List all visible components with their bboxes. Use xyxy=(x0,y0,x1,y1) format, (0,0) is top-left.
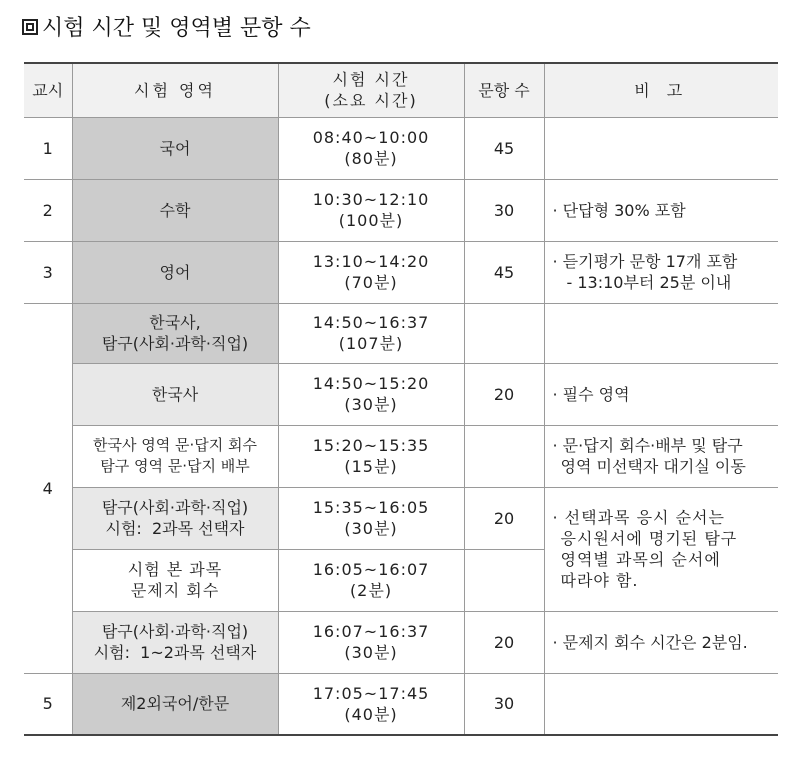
period-cell: 4 xyxy=(24,303,72,673)
subject-line: 문제지 회수 xyxy=(130,581,220,600)
header-time-line1: 시험 시간 xyxy=(332,70,410,90)
table-row-korean xyxy=(24,117,778,179)
time-cell xyxy=(278,179,464,241)
note-text: · 문제지 회수 시간은 2분임. xyxy=(552,632,748,652)
note-text: · 필수 영역 xyxy=(552,384,630,404)
count-cell xyxy=(464,549,544,611)
time-range: 13:10~14:20 xyxy=(312,252,430,271)
subject-cell: 한국사 xyxy=(72,363,278,425)
time-duration: (107분) xyxy=(338,334,404,353)
note-cell xyxy=(544,673,778,735)
subject-cell xyxy=(72,611,278,673)
time-duration: (2분) xyxy=(349,581,393,600)
subject-cell xyxy=(72,549,278,611)
header-time-line2: (소요 시간) xyxy=(324,91,418,111)
count-cell: 30 xyxy=(464,673,544,735)
time-range: 16:07~16:37 xyxy=(312,622,430,641)
subject-line: 한국사, xyxy=(149,313,201,332)
header-count: 문항 수 xyxy=(464,63,544,117)
time-duration: (80분) xyxy=(344,149,398,168)
time-duration: (40분) xyxy=(344,704,398,724)
time-duration: (15분) xyxy=(344,457,398,476)
time-cell xyxy=(278,363,464,425)
count-cell: 30 xyxy=(464,179,544,241)
count-cell: 20 xyxy=(464,487,544,549)
time-duration: (100분) xyxy=(338,211,404,230)
note-cell xyxy=(544,611,778,673)
table-row-inquiry-second xyxy=(24,611,778,673)
exam-schedule-table xyxy=(24,62,778,736)
time-duration: (30분) xyxy=(344,395,398,414)
page-title-text: 시험 시간 및 영역별 문항 수 xyxy=(42,15,311,41)
square-bullet-icon xyxy=(22,19,38,35)
subject-cell: 제2외국어/한문 xyxy=(72,673,278,735)
time-range: 17:05~17:45 xyxy=(312,683,430,703)
table-row-foreign xyxy=(24,673,778,735)
time-cell xyxy=(278,425,464,487)
table-header-row xyxy=(24,63,778,117)
time-range: 15:20~15:35 xyxy=(312,436,430,455)
time-duration: (70분) xyxy=(344,273,398,292)
subject-line: 시험: 2과목 선택자 xyxy=(105,519,245,538)
note-text: · 단답형 30% 포함 xyxy=(552,200,686,220)
time-cell xyxy=(278,673,464,735)
time-cell xyxy=(278,117,464,179)
time-cell xyxy=(278,611,464,673)
note-cell xyxy=(544,303,778,363)
note-line: · 선택과목 응시 순서는 xyxy=(552,508,725,527)
note-line: 영역별 과목의 순서에 xyxy=(560,550,721,569)
time-cell xyxy=(278,549,464,611)
subject-line: 시험: 1~2과목 선택자 xyxy=(93,643,257,662)
time-range: 14:50~16:37 xyxy=(312,313,430,332)
subject-cell: 영어 xyxy=(72,241,278,303)
period-cell: 2 xyxy=(24,179,72,241)
table-row-inquiry-first xyxy=(24,487,778,549)
note-cell xyxy=(544,363,778,425)
table-row-math xyxy=(24,179,778,241)
time-range: 10:30~12:10 xyxy=(312,190,430,209)
time-cell xyxy=(278,241,464,303)
table-row-collect xyxy=(24,425,778,487)
note-cell xyxy=(544,425,778,487)
subject-cell xyxy=(72,303,278,363)
count-cell xyxy=(464,425,544,487)
header-subject: 시험 영역 xyxy=(72,63,278,117)
count-cell xyxy=(464,303,544,363)
note-cell xyxy=(544,117,778,179)
note-line: 응시원서에 명기된 탐구 xyxy=(560,529,738,548)
note-line: · 문·답지 회수·배부 및 탐구 xyxy=(552,436,743,455)
subject-line: 탐구(사회·과학·직업) xyxy=(101,334,249,353)
subject-line: 탐구(사회·과학·직업) xyxy=(101,498,249,517)
subject-cell: 국어 xyxy=(72,117,278,179)
note-line: 따라야 함. xyxy=(560,571,639,590)
subject-line: 한국사 영역 문·답지 회수 xyxy=(93,436,257,454)
table-row-period4-main xyxy=(24,303,778,363)
note-cell xyxy=(544,487,778,611)
table-row-history xyxy=(24,363,778,425)
period-cell: 1 xyxy=(24,117,72,179)
header-period: 교시 xyxy=(24,63,72,117)
count-cell: 45 xyxy=(464,117,544,179)
subject-cell: 수학 xyxy=(72,179,278,241)
time-range: 15:35~16:05 xyxy=(312,498,430,517)
time-cell xyxy=(278,487,464,549)
page-title xyxy=(22,10,311,42)
subject-line: 탐구(사회·과학·직업) xyxy=(101,622,249,641)
header-note: 비 고 xyxy=(544,63,778,117)
time-duration: (30분) xyxy=(344,643,398,662)
count-cell: 45 xyxy=(464,241,544,303)
subject-line: 탐구 영역 문·답지 배부 xyxy=(100,457,250,475)
note-cell xyxy=(544,179,778,241)
note-cell xyxy=(544,241,778,303)
time-duration: (30분) xyxy=(344,519,398,538)
header-time xyxy=(278,63,464,117)
period-cell: 3 xyxy=(24,241,72,303)
time-range: 16:05~16:07 xyxy=(312,560,430,579)
count-cell: 20 xyxy=(464,363,544,425)
subject-cell xyxy=(72,425,278,487)
time-range: 14:50~15:20 xyxy=(312,374,430,393)
note-line: 영역 미선택자 대기실 이동 xyxy=(560,457,746,476)
time-range: 08:40~10:00 xyxy=(312,128,430,147)
time-cell xyxy=(278,303,464,363)
count-cell: 20 xyxy=(464,611,544,673)
note-line: · 듣기평가 문항 17개 포함 xyxy=(552,252,738,271)
subject-line: 시험 본 과목 xyxy=(127,560,223,579)
table-row-english xyxy=(24,241,778,303)
note-line: - 13:10부터 25분 이내 xyxy=(566,273,732,292)
subject-cell xyxy=(72,487,278,549)
period-cell: 5 xyxy=(24,673,72,735)
